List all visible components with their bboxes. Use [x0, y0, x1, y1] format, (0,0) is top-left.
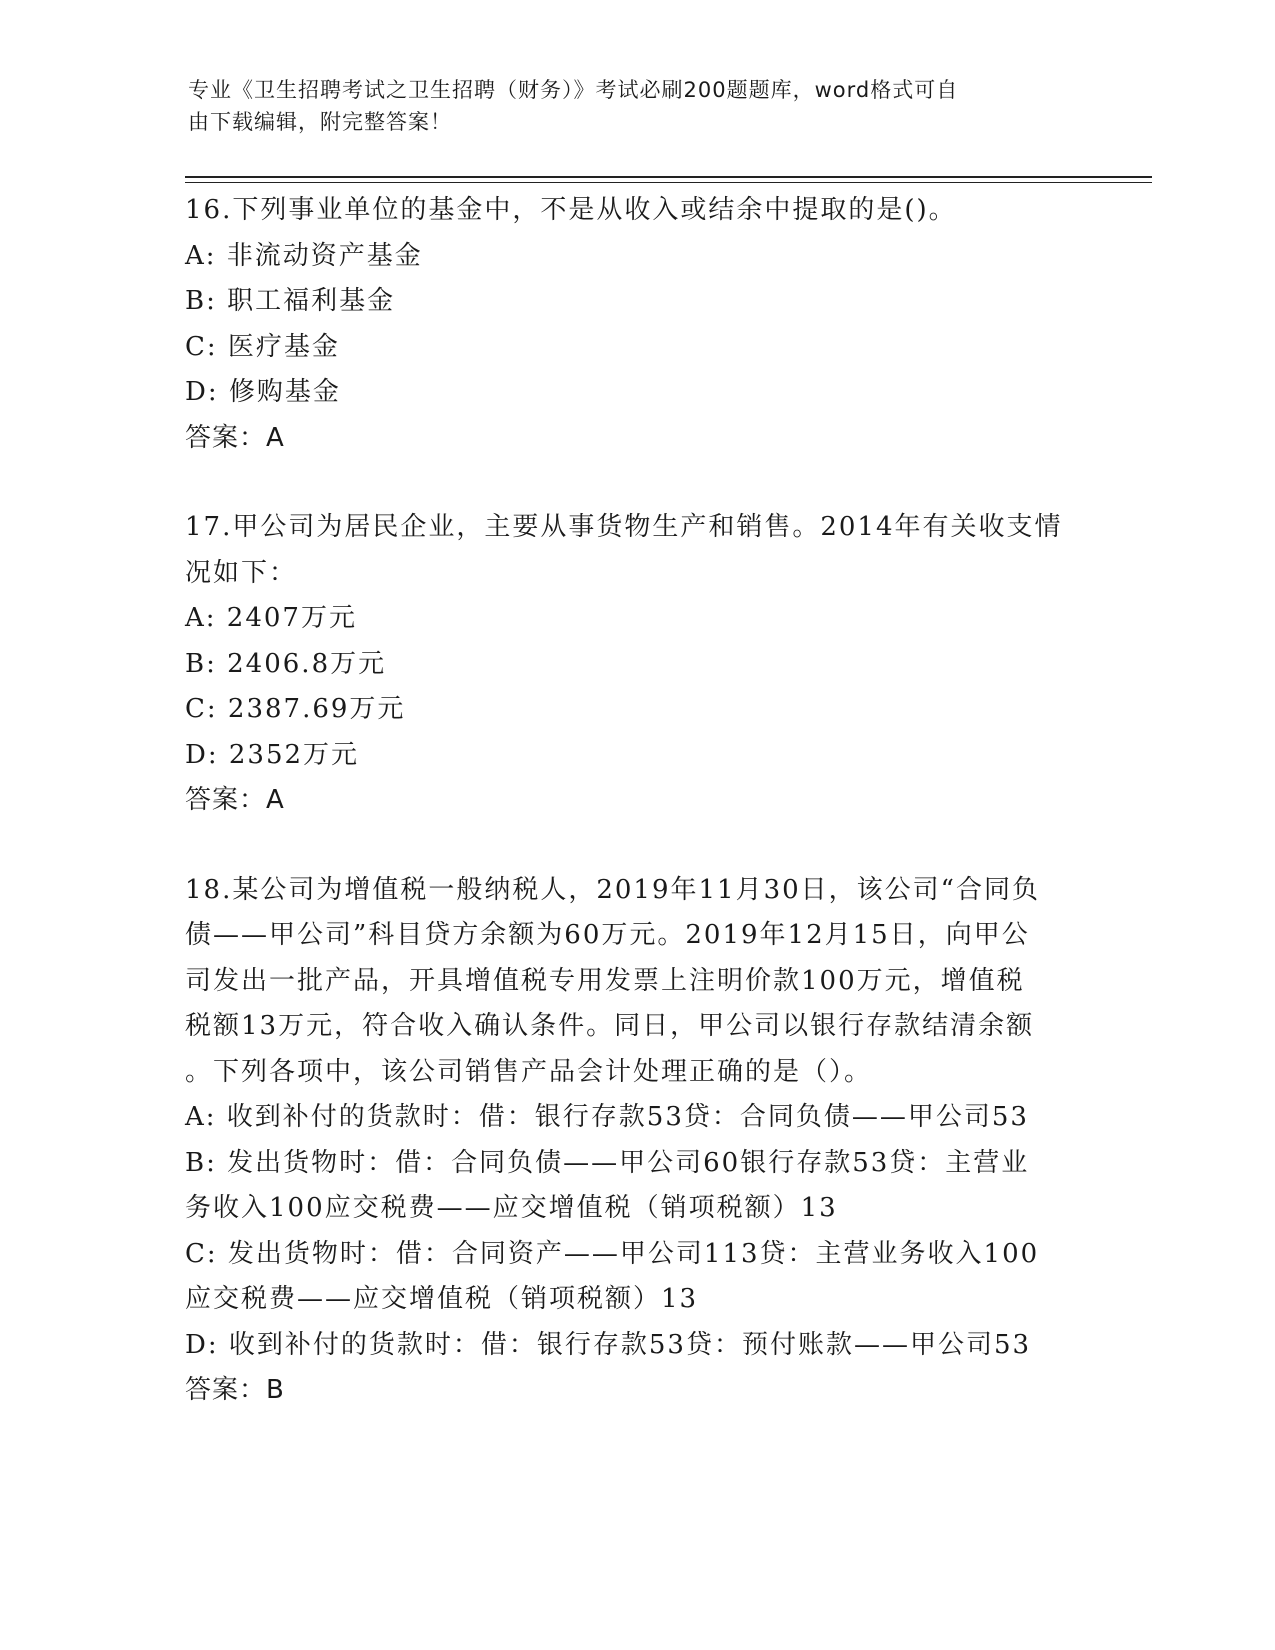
answer-line: 答案：A: [185, 785, 285, 815]
option-c: C: 2387.69万元: [185, 694, 406, 724]
question-stem: 税额13万元，符合收入确认条件。同日，甲公司以银行存款结清余额: [185, 1011, 1035, 1041]
header-rule-thick: [185, 176, 1152, 178]
question-stem: 债——甲公司”科目贷方余额为60万元。2019年12月15日，向甲公: [185, 920, 1030, 950]
option-b-continued: 务收入100应交税费——应交增值税（销项税额）13: [185, 1193, 838, 1223]
document-header: [188, 74, 1068, 138]
option-d: D: 2352万元: [185, 739, 360, 770]
option-b: B: 职工福利基金: [185, 286, 396, 316]
answer-line: 答案：A: [185, 422, 285, 453]
option-a: A: 非流动资产基金: [185, 240, 423, 271]
option-c-continued: 应交税费——应交增值税（销项税额）13: [185, 1284, 699, 1314]
question-stem: 况如下：: [185, 557, 298, 588]
option-d: D: 收到补付的货款时：借：银行存款53贷：预付账款——甲公司53: [185, 1329, 1032, 1360]
option-c: C: 发出货物时：借：合同资产——甲公司113贷：主营业务收入100: [185, 1238, 1040, 1269]
option-d: D: 修购基金: [185, 377, 341, 407]
question-stem: 。下列各项中，该公司销售产品会计处理正确的是（）。: [185, 1056, 873, 1087]
question-18: [185, 868, 1085, 1414]
answer-line: 答案：B: [185, 1375, 285, 1405]
option-b: B: 2406.8万元: [185, 648, 387, 679]
question-stem: 司发出一批产品，开具增值税专用发票上注明价款100万元，增值税: [185, 965, 1025, 996]
question-17: [185, 505, 1085, 824]
question-stem: 18.某公司为增值税一般纳税人，2019年11月30日，该公司“合同负: [185, 874, 1040, 905]
question-stem: 16.下列事业单位的基金中，不是从收入或结余中提取的是()。: [185, 195, 957, 225]
option-b: B: 发出货物时：借：合同负债——甲公司60银行存款53贷：主营业: [185, 1147, 1030, 1178]
question-stem: 17.甲公司为居民企业，主要从事货物生产和销售。2014年有关收支情: [185, 512, 1063, 542]
question-list: [185, 188, 1085, 1414]
option-a: A: 收到补付的货款时：借：银行存款53贷：合同负债——甲公司53: [185, 1102, 1029, 1132]
option-a: A: 2407万元: [185, 603, 357, 633]
header-rule-thin: [185, 182, 1152, 183]
question-16: [185, 188, 1085, 461]
header-line-2: 由下载编辑，附完整答案！: [188, 110, 452, 134]
option-c: C: 医疗基金: [185, 331, 340, 362]
header-line-1: 专业《卫生招聘考试之卫生招聘（财务）》考试必刷200题题库，word格式可自: [188, 78, 959, 102]
